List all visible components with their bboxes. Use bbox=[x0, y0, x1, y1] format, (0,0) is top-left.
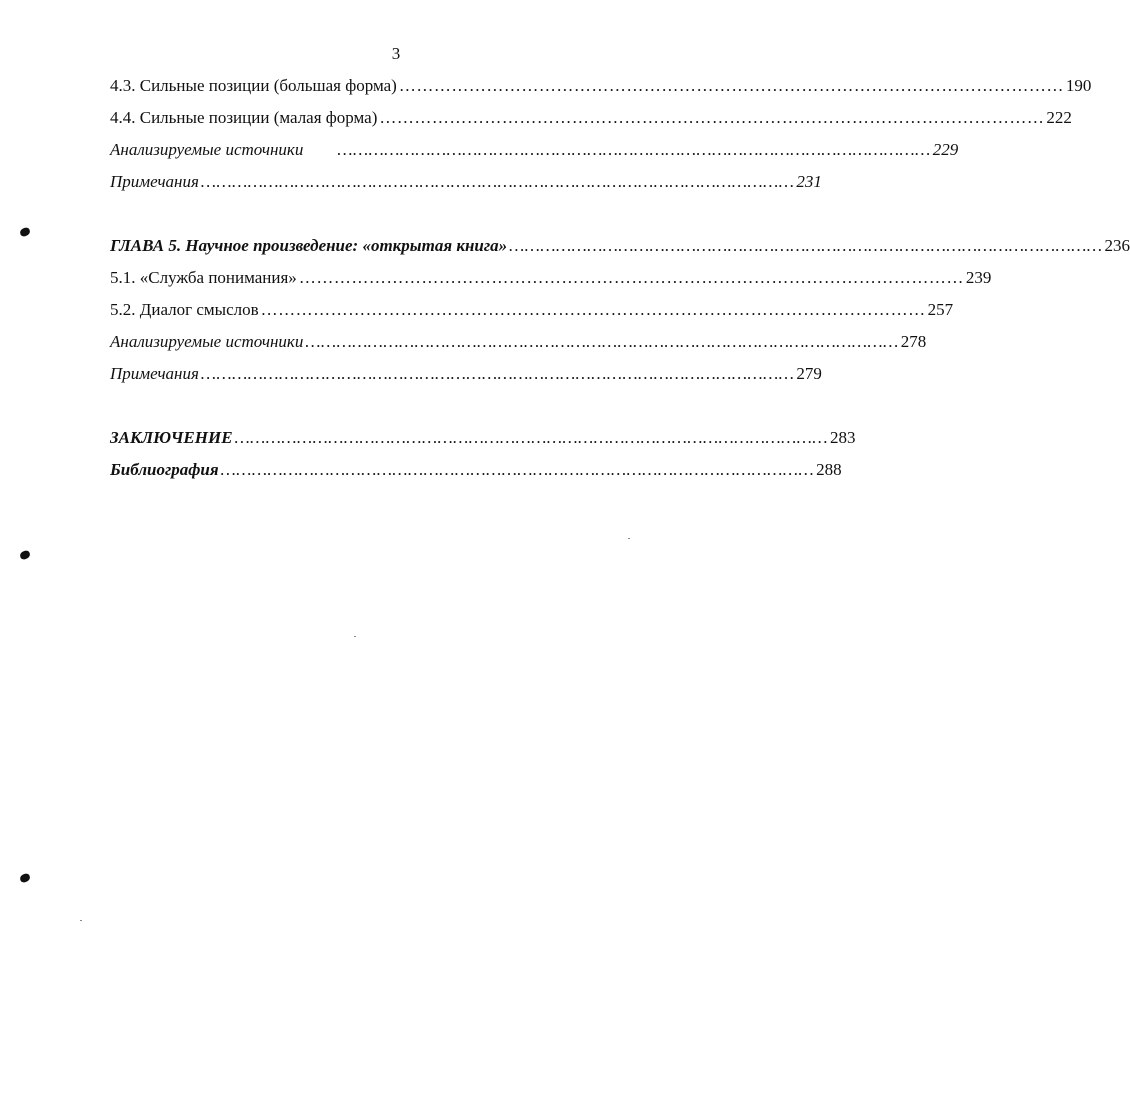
toc-entry-page: 236 bbox=[1104, 236, 1130, 255]
toc-leader-dots: …………………………………………………………………………………………………… bbox=[234, 428, 828, 447]
toc-entry-title: 5.2. Диалог смыслов bbox=[110, 300, 259, 319]
toc-entry-page: 239 bbox=[965, 268, 992, 287]
toc-leader-dots: …………………………………………………………………………………………………… bbox=[509, 236, 1103, 255]
scan-speck bbox=[354, 636, 356, 637]
toc-entry-page: 257 bbox=[927, 300, 954, 319]
toc-entry[interactable] bbox=[110, 332, 927, 356]
toc-entry[interactable] bbox=[110, 140, 959, 164]
toc-entry[interactable] bbox=[110, 172, 822, 196]
toc-entry[interactable] bbox=[110, 108, 1072, 132]
toc-entry-title: Примечания bbox=[110, 364, 199, 383]
toc-entry-title: Анализируемые источники bbox=[110, 332, 304, 351]
toc-leader-dots: …………………………………………………………………………………………………… bbox=[337, 140, 931, 159]
toc-entry-title: ЗАКЛЮЧЕНИЕ bbox=[110, 428, 233, 447]
toc-leader-dots: …………………………………………………………………………………………………… bbox=[260, 300, 926, 319]
punch-mark-bottom bbox=[19, 873, 31, 884]
toc-leader-dots: …………………………………………………………………………………………………… bbox=[305, 332, 899, 351]
toc-entry-page: 278 bbox=[900, 332, 927, 351]
toc-entry[interactable] bbox=[110, 268, 992, 292]
page-number: 3 bbox=[391, 44, 401, 63]
toc-entry-page: 283 bbox=[829, 428, 856, 447]
toc-entry-page: 279 bbox=[796, 364, 822, 383]
toc-entry-title: 4.4. Сильные позиции (малая форма) bbox=[110, 108, 378, 127]
toc-leader-dots: …………………………………………………………………………………………………… bbox=[200, 172, 795, 191]
toc-leader-dots: …………………………………………………………………………………………………… bbox=[379, 108, 1045, 127]
toc-entry-title: 4.3. Сильные позиции (большая форма) bbox=[110, 76, 397, 95]
toc-entry[interactable] bbox=[110, 236, 1130, 260]
toc-entry-title: Примечания bbox=[110, 172, 199, 191]
toc-entry-title: 5.1. «Служба понимания» bbox=[110, 268, 297, 287]
toc-leader-dots: …………………………………………………………………………………………………… bbox=[398, 76, 1064, 95]
toc-entry-page: 229 bbox=[932, 140, 959, 159]
toc-entry-title: ГЛАВА 5. Научное произведение: «открытая книга» bbox=[110, 236, 508, 255]
toc-leader-dots: …………………………………………………………………………………………………… bbox=[220, 460, 815, 479]
toc-leader-dots: …………………………………………………………………………………………………… bbox=[298, 268, 964, 287]
toc-entry-page: 288 bbox=[816, 460, 842, 479]
punch-mark-middle bbox=[19, 550, 31, 561]
toc-leader-dots: …………………………………………………………………………………………………… bbox=[200, 364, 795, 383]
punch-mark-top bbox=[19, 227, 31, 238]
toc-entry[interactable] bbox=[110, 428, 856, 452]
toc-entry-page: 190 bbox=[1065, 76, 1092, 95]
scan-speck bbox=[80, 920, 82, 921]
toc-entry-page: 231 bbox=[796, 172, 822, 191]
toc-entry[interactable] bbox=[110, 76, 1092, 100]
toc-entry-title: Анализируемые источники bbox=[110, 140, 304, 159]
scan-speck bbox=[628, 538, 630, 539]
toc-entry[interactable] bbox=[110, 300, 954, 324]
toc-entry[interactable] bbox=[110, 364, 822, 388]
toc-entry[interactable] bbox=[110, 460, 842, 484]
toc-entry-title: Библиография bbox=[110, 460, 219, 479]
toc-entry-page: 222 bbox=[1046, 108, 1072, 127]
